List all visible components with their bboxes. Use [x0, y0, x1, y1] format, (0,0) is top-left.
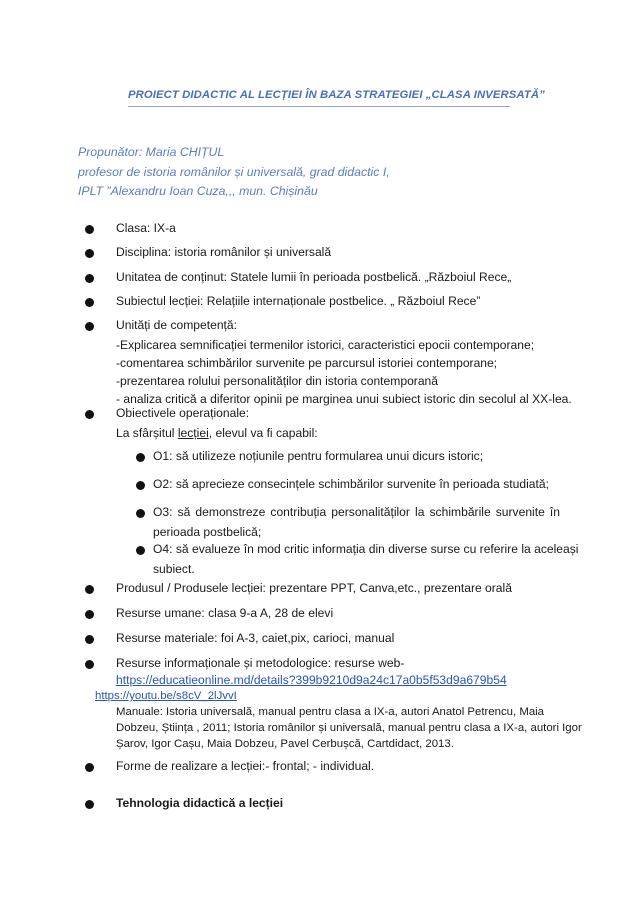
author-name: Propunător: Maria CHIȚUL	[78, 145, 225, 159]
competenta-line: -prezentarea rolului personalităților din istoria contemporană	[116, 374, 439, 388]
bullet-icon	[85, 660, 94, 669]
author-block	[78, 143, 390, 202]
competenta-line: -comentarea schimbărilor survenite pe parcursul istoriei contemporane;	[116, 356, 498, 370]
bullet-icon	[136, 546, 145, 555]
bullet-icon	[85, 763, 94, 772]
bullet-icon	[85, 585, 94, 594]
title-underline	[128, 106, 510, 107]
objective-o4-cont: subiect.	[153, 562, 195, 576]
item-disciplina: Disciplina: istoria românilor și universală	[116, 245, 332, 259]
objective-o2: O2: să aprecieze consecințele schimbărilor survenite în perioada studiată;	[153, 477, 549, 491]
document-title: PROIECT DIDACTIC AL LECȚIEI ÎN BAZA STRATEGIEI „CLASA INVERSATĂ”	[128, 89, 545, 101]
item-obiective-label: Obiectivele operaționale:	[116, 406, 250, 420]
bullet-icon	[136, 509, 145, 518]
bullet-icon	[85, 274, 94, 283]
bullet-icon	[85, 610, 94, 619]
manuale-line: Dobzeu, Știința , 2011; Istoria românilor și universală, manual pentru clasa a IX-a, autori Igor	[116, 722, 582, 734]
objective-o3: O3: să demonstreze contribuția personalităților la schimbările survenite în	[153, 505, 560, 519]
obiective-intro: La sfârșitul lecției, elevul va fi capabil:	[116, 426, 318, 440]
item-resurse-informationale: Resurse informaționale și metodologice: resurse web-	[116, 656, 405, 670]
item-clasa: Clasa: IX-a	[116, 221, 176, 235]
item-subiectul: Subiectul lecției: Relațiile internaționale postbelice. „ Războiul Rece”	[116, 294, 481, 308]
link-educatieonline[interactable]: https://educatieonline.md/details?399b9210d9a24c17a0b5f53d9a679b54	[116, 673, 507, 687]
bullet-icon	[85, 298, 94, 307]
bullet-icon	[85, 800, 94, 809]
item-resurse-umane: Resurse umane: clasa 9-a A, 28 de elevi	[116, 606, 334, 620]
bullet-icon	[85, 249, 94, 258]
bullet-icon	[85, 322, 94, 331]
manuale-line: Manuale: Istoria universală, manual pentru clasa a IX-a, autori Anatol Petrencu, Maia	[116, 706, 545, 718]
competenta-line: -Explicarea semnificației termenilor istorici, caracteristici epocii contemporane;	[116, 338, 535, 352]
author-institution: IPLT ”Alexandru Ioan Cuza,,, mun. Chișinău	[78, 184, 318, 198]
item-tehnologia: Tehnologia didactică a lecției	[116, 796, 284, 810]
bullet-icon	[85, 225, 94, 234]
link-youtube[interactable]: https://youtu.be/s8cV_2lJvvI	[95, 690, 237, 702]
bullet-icon	[136, 453, 145, 462]
item-produsul: Produsul / Produsele lecției: prezentare PPT, Canva,etc., prezentare orală	[116, 581, 512, 595]
manuale-line: Șarov, Igor Cașu, Maia Dobzeu, Pavel Cerbușcă, Cartdidact, 2013.	[116, 738, 454, 750]
bullet-icon	[85, 635, 94, 644]
bullet-icon	[136, 481, 145, 490]
bullet-icon	[85, 410, 94, 419]
item-resurse-materiale: Resurse materiale: foi A-3, caiet,pix, carioci, manual	[116, 631, 395, 645]
objective-o3-cont: perioada postbelică;	[153, 525, 262, 539]
item-unitati-label: Unități de competență:	[116, 318, 238, 332]
item-forme: Forme de realizare a lecției:- frontal; - individual.	[116, 759, 375, 773]
author-title: profesor de istoria românilor și universală, grad didactic I,	[78, 164, 390, 179]
item-unitatea: Unitatea de conținut: Statele lumii în perioada postbelică. „Războiul Rece„	[116, 270, 512, 284]
objective-o4: O4: să evalueze în mod critic informația din diverse surse cu referire la aceleași	[153, 542, 579, 556]
objective-o1: O1: să utilizeze noțiunile pentru formularea unui dicurs istoric;	[153, 449, 484, 463]
competenta-line: - analiza critică a diferitor opinii pe marginea unui subiect istoric din secolul al XX-lea.	[116, 392, 572, 406]
